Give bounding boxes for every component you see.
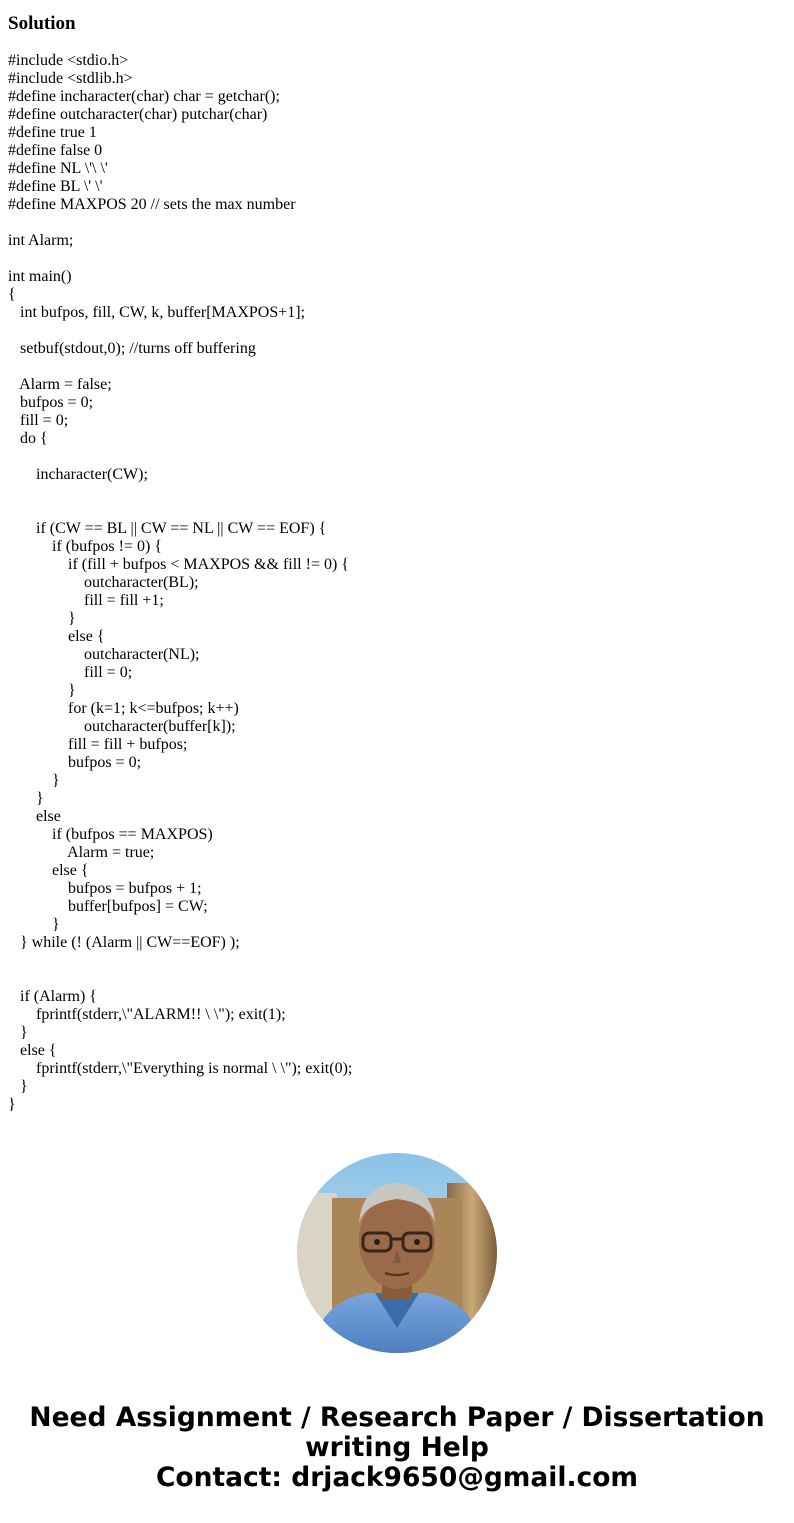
code-line: }: [8, 916, 60, 933]
code-line: [8, 250, 768, 268]
code-line: fill = fill +1;: [8, 592, 164, 609]
code-line: incharacter(CW);: [8, 466, 148, 483]
code-line: setbuf(stdout,0); //turns off buffering: [8, 340, 256, 357]
code-block: [8, 52, 768, 1114]
code-line: [8, 448, 768, 466]
code-line: #define true 1: [8, 124, 97, 141]
code-line: bufpos = 0;: [8, 754, 142, 771]
code-line: [8, 358, 768, 376]
promo-banner: [0, 1403, 794, 1493]
code-line: do {: [8, 430, 48, 447]
code-line: fprintf(stderr,\"ALARM!! \ \"); exit(1);: [8, 1006, 286, 1023]
code-line: fill = 0;: [8, 412, 69, 429]
code-line: if (CW == BL || CW == NL || CW == EOF) {: [8, 520, 327, 537]
code-line: bufpos = 0;: [8, 394, 94, 411]
code-line: #include <stdlib.h>: [8, 70, 133, 87]
code-line: #define incharacter(char) char = getchar();: [8, 88, 280, 105]
code-line: if (bufpos != 0) {: [8, 538, 163, 555]
code-line: }: [8, 772, 60, 789]
code-line: #define false 0: [8, 142, 103, 159]
code-line: int Alarm;: [8, 232, 74, 249]
code-line: }: [8, 682, 76, 699]
code-line: [8, 952, 768, 970]
code-line: #include <stdio.h>: [8, 52, 129, 69]
code-line: if (bufpos == MAXPOS): [8, 826, 213, 843]
code-line: [8, 970, 768, 988]
code-line: buffer[bufpos] = CW;: [8, 898, 208, 915]
code-line: #define BL \' \': [8, 178, 103, 195]
author-photo: [297, 1153, 497, 1353]
code-line: int bufpos, fill, CW, k, buffer[MAXPOS+1];: [8, 304, 306, 321]
code-line: [8, 322, 768, 340]
code-line: {: [8, 286, 16, 303]
code-line: if (Alarm) {: [8, 988, 97, 1005]
code-line: else {: [8, 862, 89, 879]
code-line: [8, 484, 768, 502]
promo-line-2: writing Help: [305, 1432, 489, 1463]
code-line: else {: [8, 1042, 57, 1059]
code-line: outcharacter(buffer[k]);: [8, 718, 236, 735]
code-line: outcharacter(NL);: [8, 646, 200, 663]
code-line: Alarm = false;: [8, 376, 112, 393]
code-line: for (k=1; k<=bufpos; k++): [8, 700, 239, 717]
code-line: }: [8, 1078, 28, 1095]
solution-heading: Solution: [8, 13, 76, 34]
code-line: outcharacter(BL);: [8, 574, 199, 591]
code-line: } while (! (Alarm || CW==EOF) );: [8, 934, 240, 951]
code-line: [8, 502, 768, 520]
code-line: else: [8, 808, 61, 825]
code-line: bufpos = bufpos + 1;: [8, 880, 202, 897]
code-line: }: [8, 790, 44, 807]
code-line: }: [8, 1096, 16, 1113]
code-line: fprintf(stderr,\"Everything is normal \ \"); exit(0);: [8, 1060, 353, 1077]
promo-line-1: Need Assignment / Research Paper / Dissertation: [29, 1402, 765, 1433]
code-line: if (fill + bufpos < MAXPOS && fill != 0) {: [8, 556, 349, 573]
code-line: fill = fill + bufpos;: [8, 736, 188, 753]
code-line: #define NL \'\ \': [8, 160, 108, 177]
code-line: #define MAXPOS 20 // sets the max number: [8, 196, 296, 213]
code-line: [8, 214, 768, 232]
promo-contact: Contact: drjack9650@gmail.com: [155, 1462, 639, 1493]
code-line: fill = 0;: [8, 664, 133, 681]
code-line: #define outcharacter(char) putchar(char): [8, 106, 268, 123]
code-line: }: [8, 610, 76, 627]
code-line: int main(): [8, 268, 72, 285]
code-line: }: [8, 1024, 28, 1041]
code-line: else {: [8, 628, 105, 645]
code-line: Alarm = true;: [8, 844, 155, 861]
